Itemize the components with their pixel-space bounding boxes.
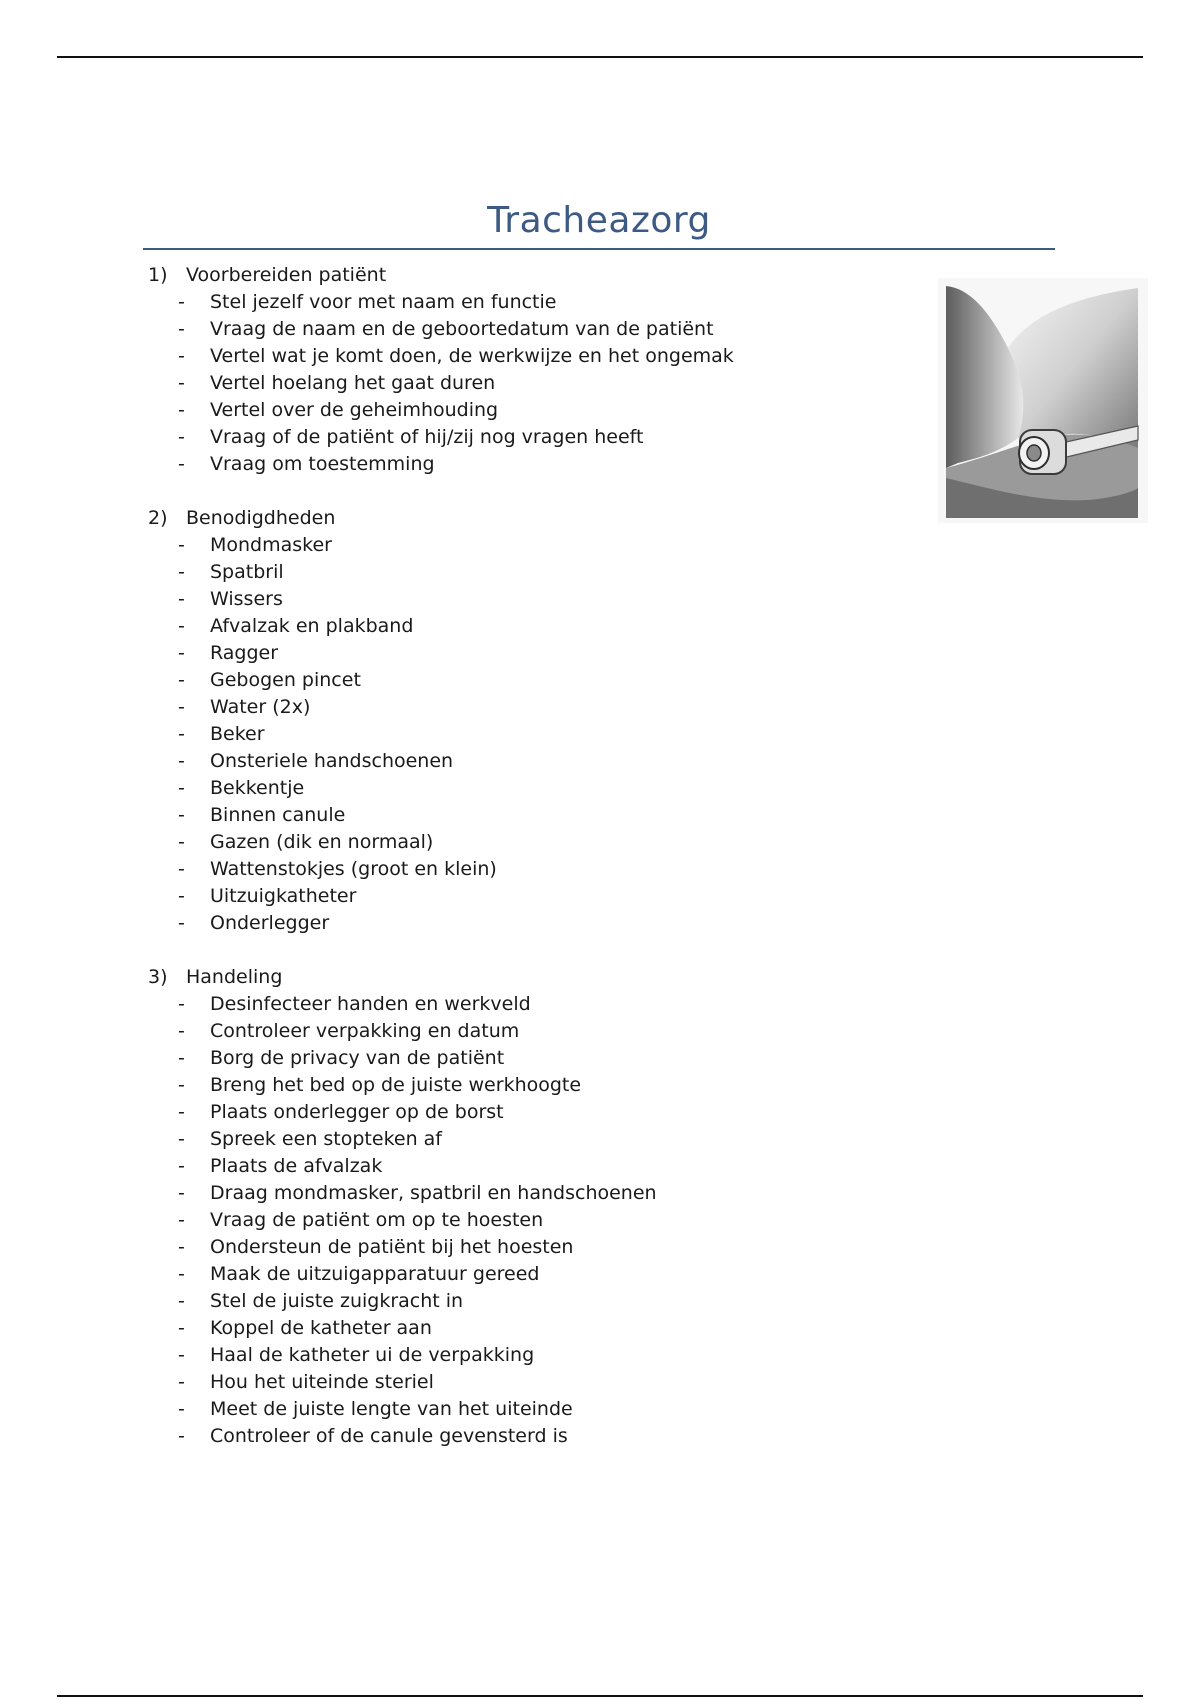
bullet-dash: - [178,993,185,1015]
list-item-text: Ragger [210,642,279,664]
bullet-dash: - [178,1344,185,1366]
section-heading [148,262,908,289]
list-item-text: Vertel wat je komt doen, de werkwijze en het ongemak [210,345,734,367]
bullet-dash: - [178,1371,185,1393]
section-heading [148,964,908,991]
list-item [148,1396,908,1423]
list-item-text: Vraag de naam en de geboortedatum van de patiënt [210,318,714,340]
bullet-dash: - [178,291,185,313]
list-item-text: Binnen canule [210,804,346,826]
bullet-dash: - [178,1128,185,1150]
list-item [148,1018,908,1045]
bullet-dash: - [178,318,185,340]
list-item [148,883,908,910]
section-number: 3) [148,966,168,988]
list-item-text: Vertel over de geheimhouding [210,399,499,421]
list-item-text: Onsteriele handschoenen [210,750,454,772]
list-item [148,1153,908,1180]
header-rule [57,56,1143,58]
list-item [148,586,908,613]
list-item-text: Plaats onderlegger op de borst [210,1101,504,1123]
list-item-text: Controleer verpakking en datum [210,1020,520,1042]
list-item [148,1369,908,1396]
list-item [148,289,908,316]
list-item [148,1099,908,1126]
list-item [148,1261,908,1288]
list-item [148,1234,908,1261]
list-item [148,424,908,451]
bullet-dash: - [178,1074,185,1096]
list-item-text: Spreek een stopteken af [210,1128,442,1150]
list-item [148,316,908,343]
tracheostomy-neck-illustration [938,278,1148,523]
list-item [148,991,908,1018]
list-item-text: Meet de juiste lengte van het uiteinde [210,1398,573,1420]
list-item [148,667,908,694]
section [148,964,908,1450]
bullet-dash: - [178,912,185,934]
bullet-dash: - [178,1209,185,1231]
list-item-text: Stel de juiste zuigkracht in [210,1290,464,1312]
list-item-text: Borg de privacy van de patiënt [210,1047,505,1069]
list-item-text: Ondersteun de patiënt bij het hoesten [210,1236,574,1258]
bullet-dash: - [178,696,185,718]
bullet-dash: - [178,1263,185,1285]
list-item [148,1342,908,1369]
bullet-dash: - [178,831,185,853]
list-item [148,1045,908,1072]
bullet-dash: - [178,1236,185,1258]
list-item-text: Spatbril [210,561,284,583]
list-item [148,775,908,802]
list-item-text: Gebogen pincet [210,669,361,691]
bullet-dash: - [178,1290,185,1312]
list-item-text: Haal de katheter ui de verpakking [210,1344,535,1366]
list-item-text: Draag mondmasker, spatbril en handschoenen [210,1182,657,1204]
list-item [148,559,908,586]
section-number: 2) [148,507,168,529]
list-item-text: Vraag of de patiënt of hij/zij nog vragen heeft [210,426,644,448]
bullet-dash: - [178,885,185,907]
list-item [148,721,908,748]
section-heading [148,505,908,532]
list-item-text: Onderlegger [210,912,330,934]
bullet-dash: - [178,1101,185,1123]
list-item-text: Maak de uitzuigapparatuur gereed [210,1263,540,1285]
list-item-text: Vraag de patiënt om op te hoesten [210,1209,544,1231]
list-item-text: Afvalzak en plakband [210,615,414,637]
list-item [148,613,908,640]
list-item [148,748,908,775]
list-item-text: Wissers [210,588,283,610]
bullet-dash: - [178,1182,185,1204]
list-item-text: Controleer of de canule gevensterd is [210,1425,568,1447]
list-item-text: Beker [210,723,265,745]
bullet-dash: - [178,1317,185,1339]
bullet-dash: - [178,1155,185,1177]
list-item-text: Hou het uiteinde steriel [210,1371,434,1393]
bullet-dash: - [178,399,185,421]
list-item-text: Vraag om toestemming [210,453,435,475]
list-item-text: Mondmasker [210,534,332,556]
section [148,262,908,478]
list-item [148,1072,908,1099]
list-item [148,1126,908,1153]
bullet-dash: - [178,750,185,772]
list-item-text: Plaats de afvalzak [210,1155,383,1177]
document-title: Tracheazorg [487,200,711,241]
bullet-dash: - [178,588,185,610]
section-heading-text: Voorbereiden patiënt [186,264,387,286]
document-body [148,262,908,1477]
list-item [148,451,908,478]
list-item-text: Uitzuigkatheter [210,885,357,907]
bullet-dash: - [178,669,185,691]
bullet-dash: - [178,642,185,664]
list-item-text: Gazen (dik en normaal) [210,831,434,853]
list-item-text: Breng het bed op de juiste werkhoogte [210,1074,582,1096]
bullet-dash: - [178,615,185,637]
list-item-text: Water (2x) [210,696,311,718]
bullet-dash: - [178,1020,185,1042]
list-item [148,640,908,667]
list-item [148,1288,908,1315]
section-heading-text: Handeling [186,966,283,988]
list-item-text: Stel jezelf voor met naam en functie [210,291,557,313]
bullet-dash: - [178,1047,185,1069]
bullet-dash: - [178,804,185,826]
list-item [148,1207,908,1234]
list-item-text: Vertel hoelang het gaat duren [210,372,496,394]
list-item [148,694,908,721]
bullet-dash: - [178,1425,185,1447]
list-item [148,1315,908,1342]
bullet-dash: - [178,345,185,367]
bullet-dash: - [178,1398,185,1420]
list-item [148,397,908,424]
section-number: 1) [148,264,168,286]
bullet-dash: - [178,777,185,799]
list-item-text: Koppel de katheter aan [210,1317,432,1339]
bullet-dash: - [178,534,185,556]
bullet-dash: - [178,858,185,880]
bullet-dash: - [178,426,185,448]
section [148,505,908,937]
bullet-dash: - [178,372,185,394]
title-underline [143,248,1055,250]
footer-rule [57,1695,1143,1697]
list-item [148,1423,908,1450]
list-item [148,343,908,370]
list-item [148,910,908,937]
bullet-dash: - [178,723,185,745]
bullet-dash: - [178,453,185,475]
bullet-dash: - [178,561,185,583]
list-item [148,856,908,883]
list-item-text: Bekkentje [210,777,305,799]
list-item [148,802,908,829]
section-heading-text: Benodigdheden [186,507,336,529]
list-item [148,1180,908,1207]
list-item [148,370,908,397]
list-item [148,829,908,856]
list-item [148,532,908,559]
list-item-text: Wattenstokjes (groot en klein) [210,858,497,880]
list-item-text: Desinfecteer handen en werkveld [210,993,531,1015]
